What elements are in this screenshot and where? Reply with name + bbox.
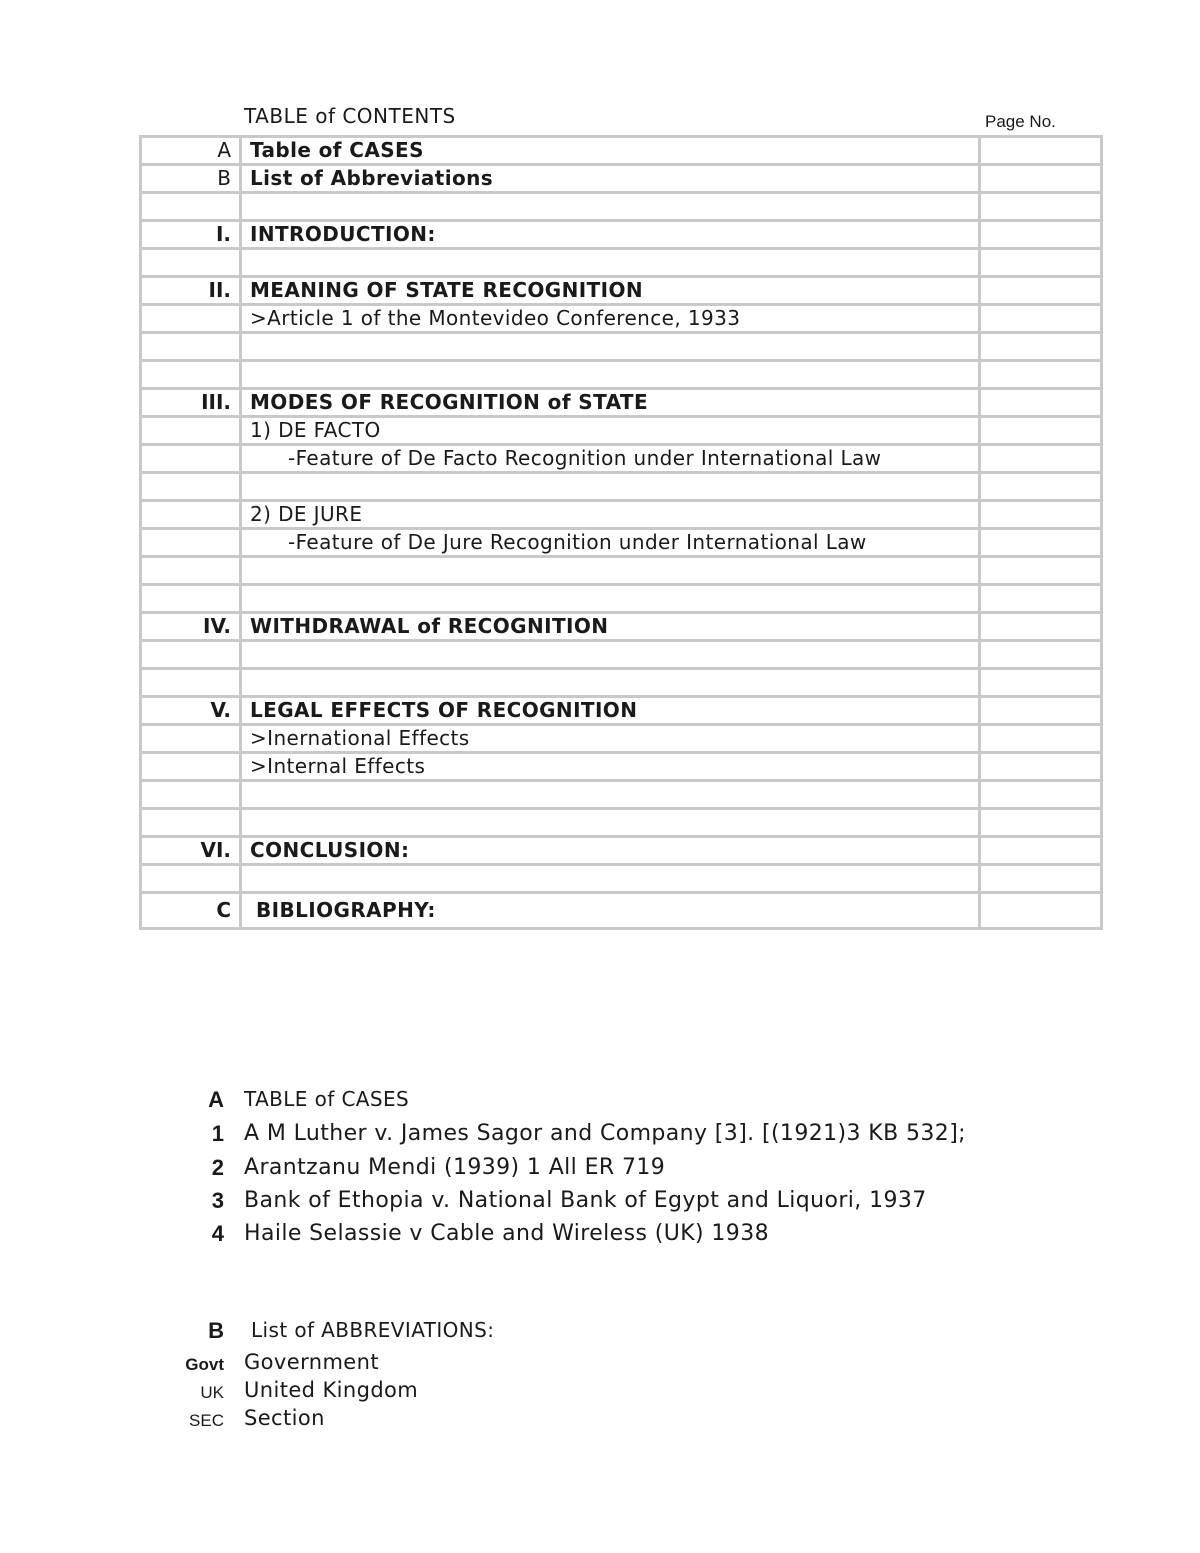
toc-title: TABLE of CONTENTS [244, 104, 456, 128]
toc-row [141, 305, 1102, 333]
toc-page-cell [980, 641, 1102, 669]
toc-text [241, 249, 980, 277]
toc-row [141, 529, 1102, 557]
toc-num: III. [141, 389, 241, 417]
toc-text: INTRODUCTION: [241, 221, 980, 249]
abbreviation-meaning: Section [244, 1406, 325, 1430]
toc-text: BIBLIOGRAPHY: [241, 893, 980, 929]
toc-page-cell [980, 529, 1102, 557]
toc-page-cell [980, 445, 1102, 473]
toc-num: C [141, 893, 241, 929]
toc-num: I. [141, 221, 241, 249]
toc-text [241, 193, 980, 221]
toc-num [141, 557, 241, 585]
toc-text: Table of CASES [241, 137, 980, 165]
toc-text [241, 473, 980, 501]
toc-page-cell [980, 249, 1102, 277]
toc-text [241, 557, 980, 585]
toc-num [141, 193, 241, 221]
abbreviations-letter: B [208, 1318, 224, 1343]
toc-num [141, 585, 241, 613]
abbreviation-meaning: Government [244, 1350, 379, 1374]
toc-num [141, 781, 241, 809]
toc-page-cell [980, 333, 1102, 361]
toc-row [141, 613, 1102, 641]
toc-text: MODES OF RECOGNITION of STATE [241, 389, 980, 417]
abbreviation-code: SEC [189, 1411, 224, 1430]
toc-page-cell [980, 501, 1102, 529]
case-number: 2 [211, 1155, 224, 1180]
toc-row [141, 641, 1102, 669]
table-of-contents [139, 135, 1103, 930]
toc-row [141, 669, 1102, 697]
toc-num: VI. [141, 837, 241, 865]
toc-row [141, 753, 1102, 781]
abbreviations-heading: List of ABBREVIATIONS: [251, 1318, 495, 1342]
toc-page-cell [980, 193, 1102, 221]
toc-row [141, 193, 1102, 221]
cases-letter: A [208, 1087, 224, 1112]
toc-page-cell [980, 137, 1102, 165]
toc-page-cell [980, 725, 1102, 753]
toc-row [141, 417, 1102, 445]
case-text: Haile Selassie v Cable and Wireless (UK) 1938 [244, 1221, 769, 1246]
toc-page-cell [980, 221, 1102, 249]
toc-num [141, 529, 241, 557]
toc-page-cell [980, 165, 1102, 193]
toc-num: IV. [141, 613, 241, 641]
case-text: A M Luther v. James Sagor and Company [3]. [(1921)3 KB 532]; [244, 1121, 966, 1146]
toc-text [241, 361, 980, 389]
toc-text: >Internal Effects [241, 753, 980, 781]
toc-num [141, 865, 241, 893]
case-number: 1 [211, 1121, 224, 1146]
case-number: 4 [211, 1221, 224, 1246]
toc-page-cell [980, 865, 1102, 893]
case-text: Bank of Ethopia v. National Bank of Egypt and Liquori, 1937 [244, 1188, 927, 1213]
toc-row [141, 893, 1102, 929]
toc-page-cell [980, 473, 1102, 501]
toc-text: LEGAL EFFECTS OF RECOGNITION [241, 697, 980, 725]
toc-page-cell [980, 669, 1102, 697]
toc-page-cell [980, 557, 1102, 585]
toc-row [141, 725, 1102, 753]
toc-num [141, 501, 241, 529]
case-item [0, 1188, 1200, 1220]
toc-num [141, 417, 241, 445]
cases-heading-row [0, 1087, 1200, 1119]
toc-text [241, 865, 980, 893]
toc-num [141, 305, 241, 333]
toc-row [141, 249, 1102, 277]
toc-num: II. [141, 277, 241, 305]
toc-row [141, 277, 1102, 305]
toc-text [241, 585, 980, 613]
toc-text: CONCLUSION: [241, 837, 980, 865]
toc-num [141, 753, 241, 781]
abbreviation-item [0, 1406, 1200, 1438]
toc-text [241, 641, 980, 669]
toc-text: List of Abbreviations [241, 165, 980, 193]
page-number-header: Page No. [985, 112, 1056, 131]
abbreviation-meaning: United Kingdom [244, 1378, 419, 1402]
toc-page-cell [980, 697, 1102, 725]
toc-text: WITHDRAWAL of RECOGNITION [241, 613, 980, 641]
case-item [0, 1155, 1200, 1187]
toc-text: 1) DE FACTO [241, 417, 980, 445]
toc-page-cell [980, 753, 1102, 781]
toc-text [241, 781, 980, 809]
toc-row [141, 445, 1102, 473]
toc-num [141, 725, 241, 753]
abbreviation-code: Govt [185, 1355, 224, 1374]
toc-row [141, 837, 1102, 865]
toc-num [141, 473, 241, 501]
abbreviations-heading-row [0, 1318, 1200, 1350]
toc-num: A [141, 137, 241, 165]
toc-row [141, 361, 1102, 389]
toc-page-cell [980, 893, 1102, 929]
toc-text [241, 669, 980, 697]
toc-row [141, 137, 1102, 165]
toc-num [141, 249, 241, 277]
toc-page-cell [980, 809, 1102, 837]
toc-row [141, 697, 1102, 725]
toc-page-cell [980, 613, 1102, 641]
toc-page-cell [980, 389, 1102, 417]
toc-row [141, 165, 1102, 193]
toc-row [141, 557, 1102, 585]
toc-row [141, 221, 1102, 249]
cases-heading: TABLE of CASES [244, 1087, 410, 1111]
toc-row [141, 333, 1102, 361]
toc-text [241, 333, 980, 361]
toc-text: >Inernational Effects [241, 725, 980, 753]
toc-num [141, 333, 241, 361]
case-item [0, 1221, 1200, 1253]
toc-num [141, 361, 241, 389]
toc-row [141, 473, 1102, 501]
toc-text: -Feature of De Jure Recognition under International Law [241, 529, 980, 557]
toc-row [141, 781, 1102, 809]
toc-row [141, 865, 1102, 893]
toc-num [141, 641, 241, 669]
toc-page-cell [980, 781, 1102, 809]
toc-num [141, 669, 241, 697]
toc-text: -Feature of De Facto Recognition under International Law [241, 445, 980, 473]
toc-num [141, 809, 241, 837]
toc-page-cell [980, 417, 1102, 445]
toc-row [141, 501, 1102, 529]
toc-page-cell [980, 585, 1102, 613]
toc-num [141, 445, 241, 473]
toc-page-cell [980, 277, 1102, 305]
toc-text [241, 809, 980, 837]
toc-text: 2) DE JURE [241, 501, 980, 529]
toc-num: B [141, 165, 241, 193]
toc-row [141, 389, 1102, 417]
toc-text: >Article 1 of the Montevideo Conference, 1933 [241, 305, 980, 333]
case-item [0, 1121, 1200, 1153]
toc-row [141, 809, 1102, 837]
toc-page-cell [980, 305, 1102, 333]
case-number: 3 [211, 1188, 224, 1213]
abbreviation-code: UK [200, 1383, 224, 1402]
toc-page-cell [980, 837, 1102, 865]
toc-page-cell [980, 361, 1102, 389]
toc-row [141, 585, 1102, 613]
toc-text: MEANING OF STATE RECOGNITION [241, 277, 980, 305]
toc-num: V. [141, 697, 241, 725]
case-text: Arantzanu Mendi (1939) 1 All ER 719 [244, 1155, 666, 1180]
